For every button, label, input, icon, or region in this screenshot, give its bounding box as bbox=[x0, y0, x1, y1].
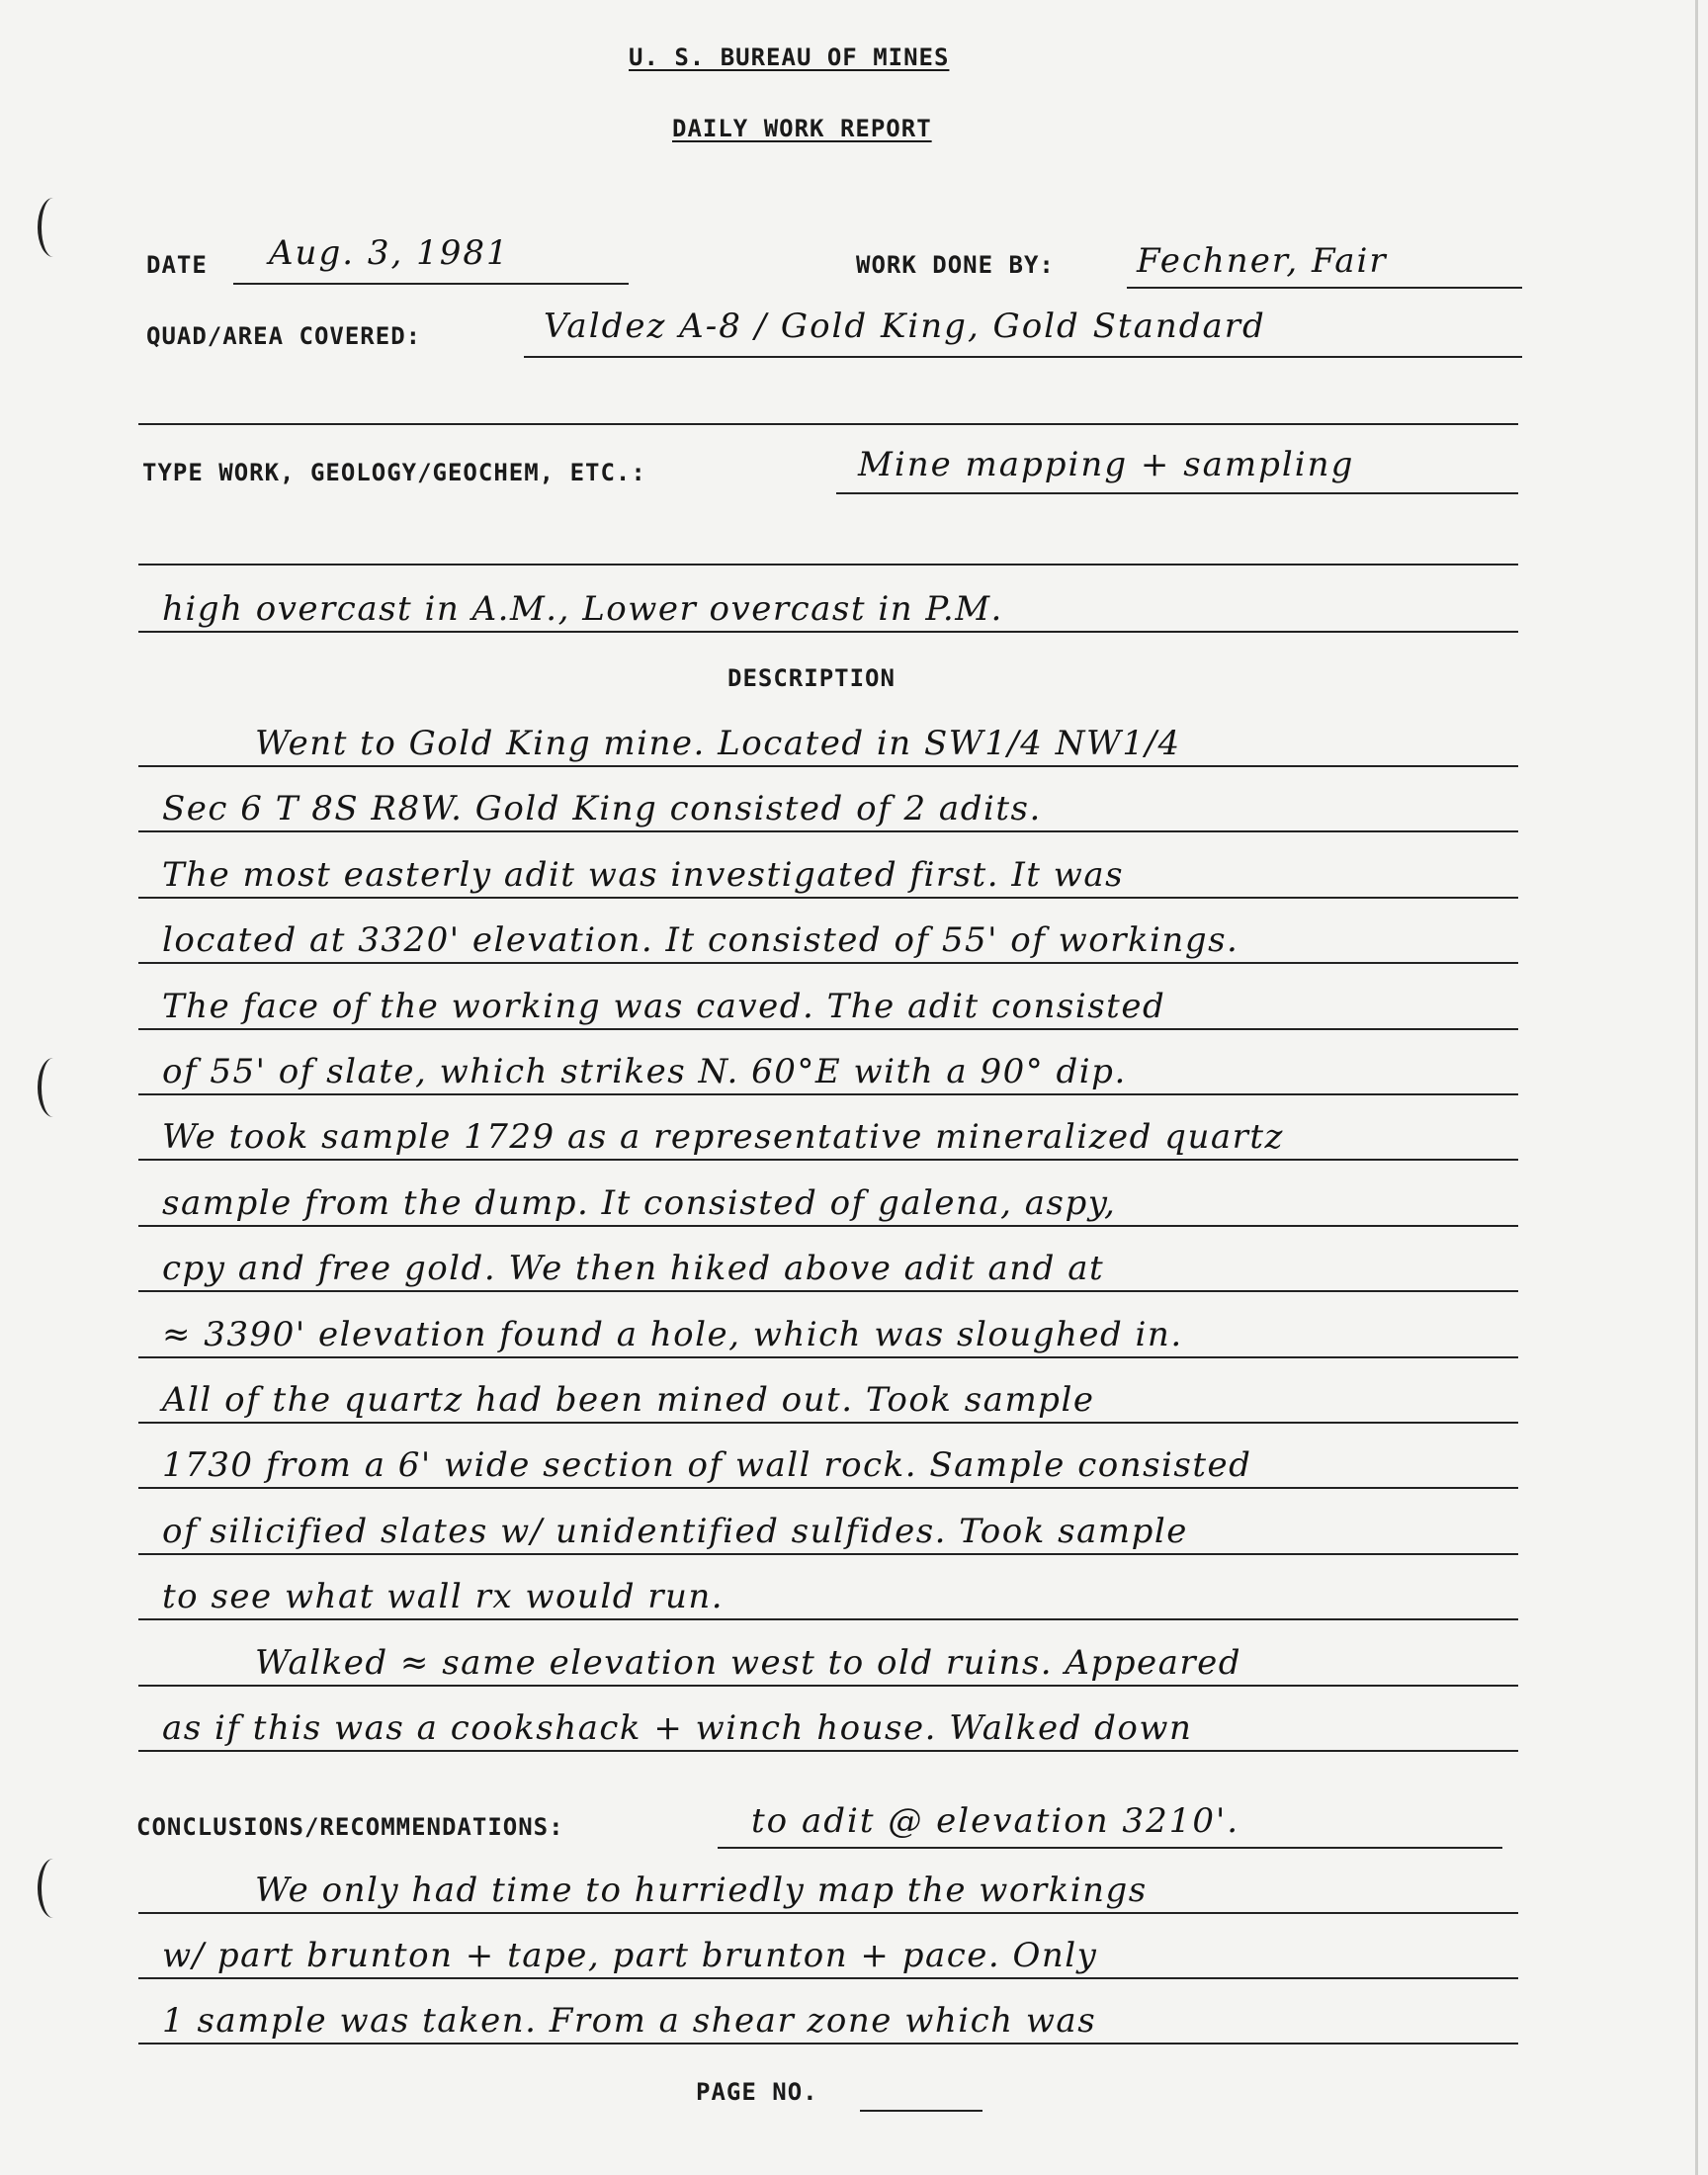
description-line bbox=[138, 841, 1518, 899]
description-line-text: cpy and free gold. We then hiked above adit and at bbox=[162, 1249, 1105, 1288]
page-number-label: PAGE NO. bbox=[696, 2078, 818, 2106]
punch-hole-mark bbox=[38, 1859, 69, 1918]
quad-rule bbox=[524, 356, 1522, 358]
punch-hole-mark bbox=[38, 1058, 69, 1117]
work-done-by-rule bbox=[1127, 287, 1522, 289]
description-heading: DESCRIPTION bbox=[727, 664, 896, 692]
conclusions-line-text: We only had time to hurriedly map the workings bbox=[255, 1870, 1148, 1910]
description-line-text: sample from the dump. It consisted of galena, aspy, bbox=[162, 1183, 1117, 1223]
description-line bbox=[138, 1629, 1518, 1687]
description-line bbox=[138, 1038, 1518, 1095]
description-line-text: ≈ 3390' elevation found a hole, which was sloughed in. bbox=[162, 1315, 1183, 1354]
description-line-text: We took sample 1729 as a representative mineralized quartz bbox=[162, 1117, 1284, 1157]
description-line bbox=[138, 1498, 1518, 1555]
conclusions-label: CONCLUSIONS/RECOMMENDATIONS: bbox=[136, 1813, 564, 1841]
description-line bbox=[138, 1235, 1518, 1292]
description-line bbox=[138, 1103, 1518, 1161]
punch-hole-mark bbox=[38, 198, 69, 257]
description-line bbox=[138, 710, 1518, 767]
conclusions-line bbox=[138, 1922, 1518, 1979]
quad-value: Valdez A-8 / Gold King, Gold Standard bbox=[544, 306, 1266, 346]
description-line bbox=[138, 1432, 1518, 1489]
report-title: DAILY WORK REPORT bbox=[672, 115, 932, 142]
conclusions-first-line: to adit @ elevation 3210'. bbox=[751, 1801, 1240, 1841]
description-line-text: Walked ≈ same elevation west to old ruins. Appeared bbox=[255, 1643, 1242, 1683]
description-line bbox=[138, 1563, 1518, 1620]
weather-row bbox=[138, 575, 1518, 633]
work-done-by-label: WORK DONE BY: bbox=[856, 251, 1055, 279]
quad-label: QUAD/AREA COVERED: bbox=[146, 322, 422, 350]
blank-rule bbox=[138, 423, 1518, 425]
blank-rule bbox=[138, 564, 1518, 566]
agency-heading: U. S. BUREAU OF MINES bbox=[629, 44, 950, 71]
conclusions-line bbox=[138, 1987, 1518, 2044]
date-value: Aug. 3, 1981 bbox=[269, 233, 510, 273]
description-line-text: The face of the working was caved. The adit consisted bbox=[162, 987, 1166, 1026]
description-line-text: to see what wall rx would run. bbox=[162, 1577, 725, 1616]
description-line-text: 1730 from a 6' wide section of wall rock. Sample consisted bbox=[162, 1445, 1252, 1485]
description-line-text: The most easterly adit was investigated first. It was bbox=[162, 855, 1125, 895]
date-label: DATE bbox=[146, 251, 208, 279]
description-line bbox=[138, 1170, 1518, 1227]
conclusions-rule bbox=[718, 1847, 1502, 1849]
page-edge-shadow bbox=[1695, 0, 1698, 2175]
type-work-rule bbox=[836, 492, 1518, 494]
conclusions-line-text: w/ part brunton + tape, part brunton + pace. Only bbox=[162, 1936, 1098, 1975]
work-done-by-value: Fechner, Fair bbox=[1137, 241, 1388, 281]
conclusions-line bbox=[138, 1857, 1518, 1914]
date-rule bbox=[233, 283, 629, 285]
description-line-text: All of the quartz had been mined out. Took sample bbox=[162, 1380, 1095, 1420]
weather-value: high overcast in A.M., Lower overcast in P.M. bbox=[162, 589, 1003, 629]
description-line-text: located at 3320' elevation. It consisted of 55' of workings. bbox=[162, 920, 1239, 960]
description-line bbox=[138, 973, 1518, 1030]
page-number-field[interactable] bbox=[860, 2110, 982, 2112]
conclusions-line-text: 1 sample was taken. From a shear zone which was bbox=[162, 2001, 1097, 2041]
description-line bbox=[138, 1301, 1518, 1358]
description-line bbox=[138, 1366, 1518, 1424]
description-line bbox=[138, 907, 1518, 964]
description-line bbox=[138, 1695, 1518, 1752]
description-line-text: Sec 6 T 8S R8W. Gold King consisted of 2 adits. bbox=[162, 789, 1042, 828]
description-line-text: of 55' of slate, which strikes N. 60°E with a 90° dip. bbox=[162, 1052, 1127, 1091]
description-line bbox=[138, 775, 1518, 832]
type-work-value: Mine mapping + sampling bbox=[858, 445, 1355, 484]
description-line-text: as if this was a cookshack + winch house. Walked down bbox=[162, 1708, 1193, 1748]
type-work-label: TYPE WORK, GEOLOGY/GEOCHEM, ETC.: bbox=[142, 459, 646, 486]
description-line-text: of silicified slates w/ unidentified sulfides. Took sample bbox=[162, 1512, 1188, 1551]
description-line-text: Went to Gold King mine. Located in SW1/4 NW1/4 bbox=[255, 724, 1181, 763]
